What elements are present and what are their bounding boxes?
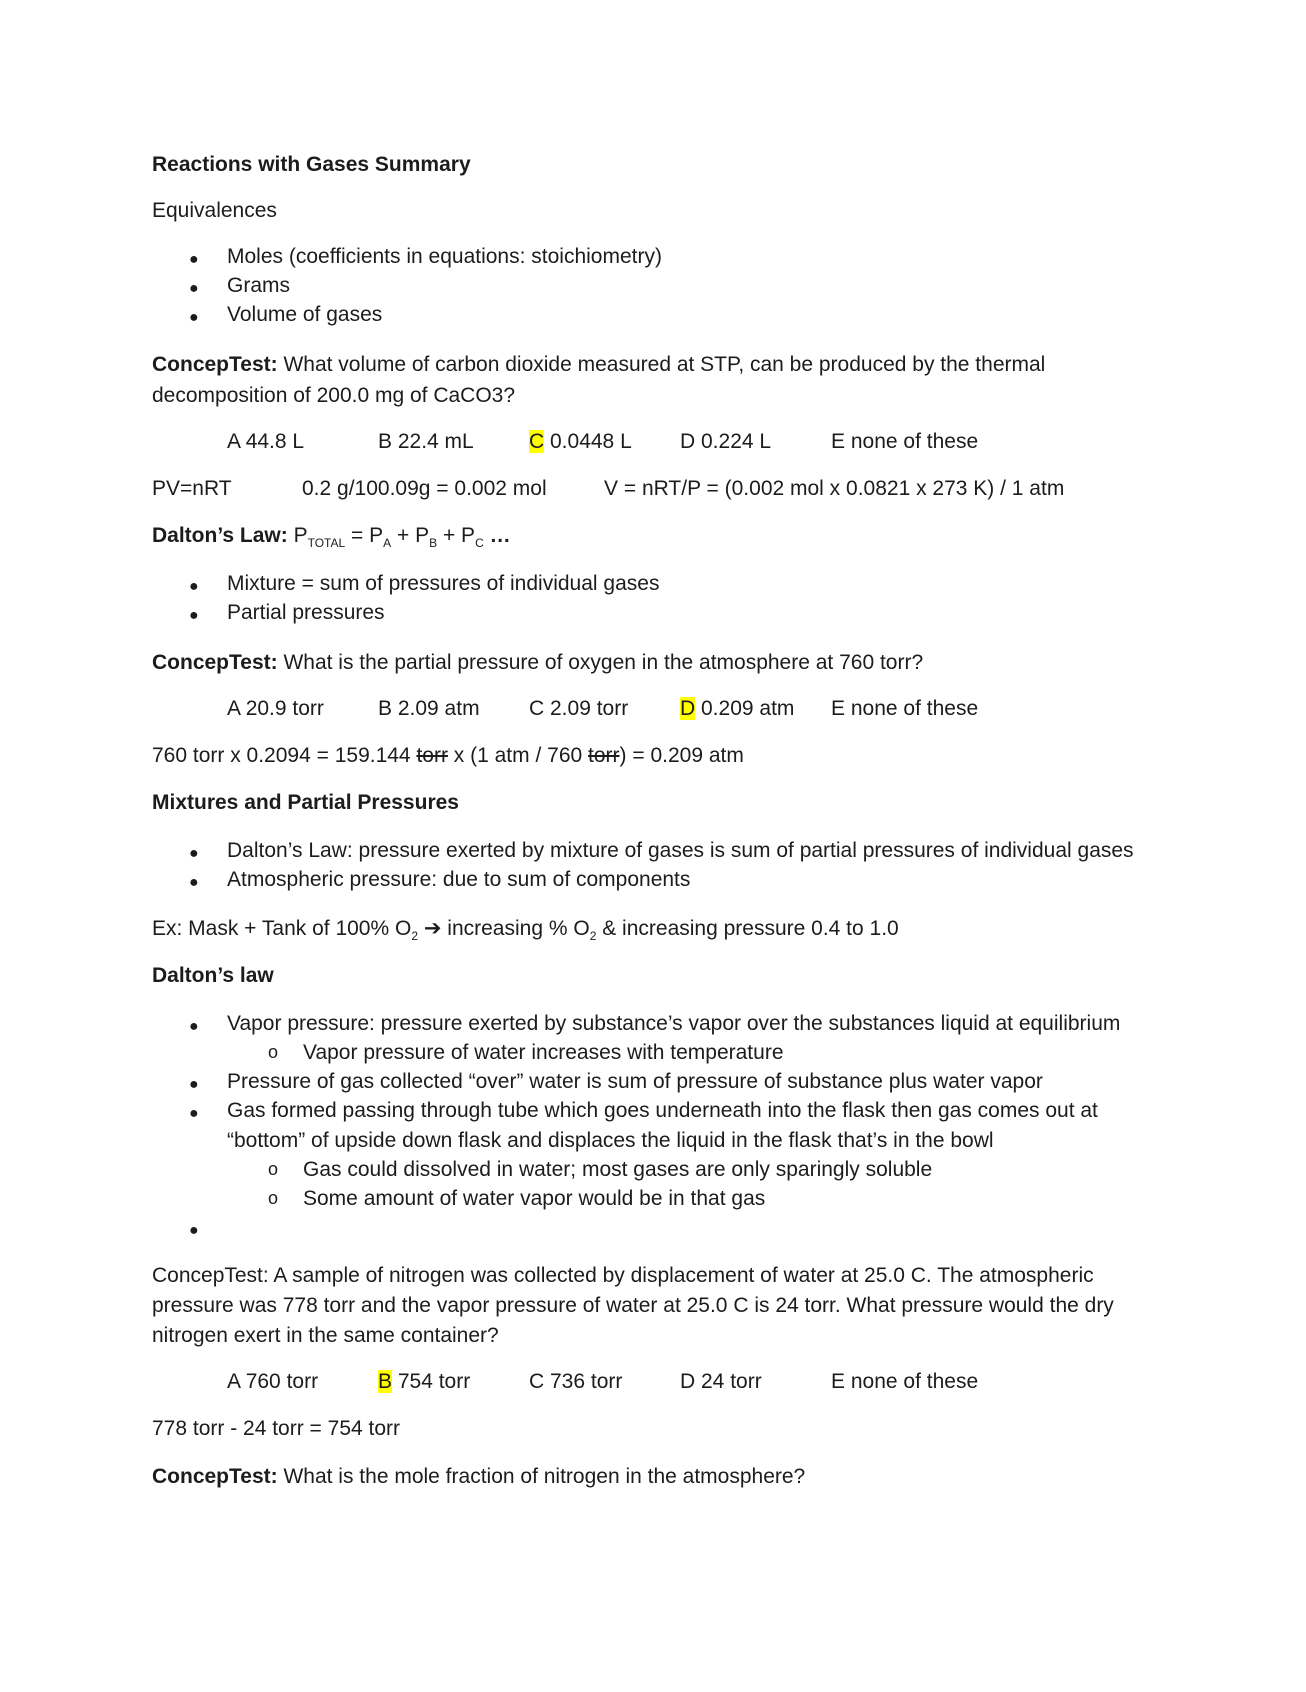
list-item: Vapor pressure: pressure exerted by substance’s vapor over the substances liquid at equilibrium — [227, 1012, 1121, 1035]
sub-list-item: Gas could dissolved in water; most gases are only sparingly soluble — [303, 1158, 933, 1181]
example-line: Ex: Mask + Tank of 100% $O_2$ ➔ increasing % $O_2$ & increasing pressure 0.4 to 1.0 — [152, 917, 899, 944]
sub-list-item: Some amount of water vapor would be in that gas — [303, 1187, 766, 1210]
bullet-icon: ● — [189, 251, 199, 268]
bullet-icon: ● — [189, 578, 199, 595]
bullet-icon: ● — [189, 1105, 199, 1122]
correct-answer-highlight: C — [529, 430, 545, 453]
work-moles: 0.2 g/100.09g = 0.002 mol — [302, 477, 547, 500]
list-item-continued: “bottom” of upside down flask and displaces the liquid in the flask that’s in the bowl — [227, 1129, 994, 1152]
bullet-icon: ● — [189, 1018, 199, 1035]
bullet-icon: ● — [189, 280, 199, 297]
list-item: Grams — [227, 274, 290, 297]
bullet-icon: ● — [189, 845, 199, 862]
conceptest-3-question: ConcepTest: A sample of nitrogen was collected by displacement of water at 25.0 C. The atmospheric — [152, 1264, 1094, 1287]
sub-list-item: Vapor pressure of water increases with temperature — [303, 1041, 784, 1064]
conceptest-label: ConcepTest: — [152, 1465, 278, 1488]
question-text-line: nitrogen exert in the same container? — [152, 1324, 499, 1347]
bullet-icon: ● — [189, 309, 199, 326]
bullet-icon: ● — [189, 1076, 199, 1093]
equivalences-heading: Equivalences — [152, 199, 277, 222]
question-text: What volume of carbon dioxide measured at STP, can be produced by the thermal — [277, 353, 1046, 376]
answer-option-c: C 2.09 torr — [529, 697, 629, 720]
question-text: What is the mole fraction of nitrogen in the atmosphere? — [277, 1465, 806, 1488]
conceptest-label: ConcepTest: — [152, 353, 278, 376]
bullet-icon: ● — [189, 1222, 199, 1239]
sub-bullet-icon: o — [268, 1042, 279, 1062]
answer-option-a: A 20.9 torr — [227, 697, 324, 720]
correct-answer-highlight: B — [378, 1370, 393, 1393]
question-text: What is the partial pressure of oxygen in the atmosphere at 760 torr? — [277, 651, 924, 674]
work-formula: PV=nRT — [152, 477, 232, 500]
answer-option-c: C 736 torr — [529, 1370, 623, 1393]
work-calculation: 778 torr - 24 torr = 754 torr — [152, 1417, 401, 1440]
answer-option-e: E none of these — [831, 697, 979, 720]
bullet-icon: ● — [189, 607, 199, 624]
sub-bullet-icon: o — [268, 1188, 279, 1208]
list-item: Mixture = sum of pressures of individual gases — [227, 572, 660, 595]
question-text-line: decomposition of 200.0 mg of CaCO3? — [152, 384, 516, 407]
list-item: Dalton’s Law: pressure exerted by mixture of gases is sum of partial pressures of individual gases — [227, 839, 1134, 862]
correct-answer-highlight: D — [680, 697, 696, 720]
section-heading: Dalton’s law — [152, 964, 274, 987]
question-text-line: pressure was 778 torr and the vapor pressure of water at 25.0 C is 24 torr. What pressure would the dry — [152, 1294, 1114, 1317]
answer-option-d: D 0.224 L — [680, 430, 772, 453]
answer-option-b: B 22.4 mL — [378, 430, 474, 453]
answer-option-b: B 754 torr — [378, 1370, 471, 1393]
sub-bullet-icon: o — [268, 1159, 279, 1179]
dalton-law-line: Dalton’s Law: $P_{TOTAL} = P_A + P_B + P_C$ … — [152, 524, 511, 551]
answer-option-e: E none of these — [831, 430, 979, 453]
answer-option-d: D 24 torr — [680, 1370, 762, 1393]
answer-option-a: A 760 torr — [227, 1370, 319, 1393]
list-item: Pressure of gas collected “over” water is sum of pressure of substance plus water vapor — [227, 1070, 1043, 1093]
conceptest-label: ConcepTest: — [152, 651, 278, 674]
conceptest-1-question — [152, 350, 1045, 380]
list-item: Partial pressures — [227, 601, 385, 624]
conceptest-2-question — [152, 648, 923, 678]
list-item: Gas formed passing through tube which goes underneath into the flask then gas comes out at — [227, 1099, 1098, 1122]
answer-option-c: C 0.0448 L — [529, 430, 632, 453]
conceptest-4-question — [152, 1462, 805, 1492]
list-item: Volume of gases — [227, 303, 383, 326]
list-item: Moles (coefficients in equations: stoichiometry) — [227, 245, 662, 268]
bullet-icon: ● — [189, 874, 199, 891]
answer-option-a: A 44.8 L — [227, 430, 305, 453]
section-heading: Mixtures and Partial Pressures — [152, 791, 459, 814]
answer-option-b: B 2.09 atm — [378, 697, 480, 720]
work-calculation: 760 torr x 0.2094 = 159.144 torr x (1 atm / 760 torr) = 0.209 atm — [152, 744, 744, 767]
answer-option-e: E none of these — [831, 1370, 979, 1393]
work-volume: V = nRT/P = (0.002 mol x 0.0821 x 273 K) / 1 atm — [604, 477, 1065, 500]
arrow-right-icon: ➔ — [418, 917, 448, 940]
page-title: Reactions with Gases Summary — [152, 153, 471, 176]
list-item: Atmospheric pressure: due to sum of components — [227, 868, 691, 891]
answer-option-d: D 0.209 atm — [680, 697, 795, 720]
